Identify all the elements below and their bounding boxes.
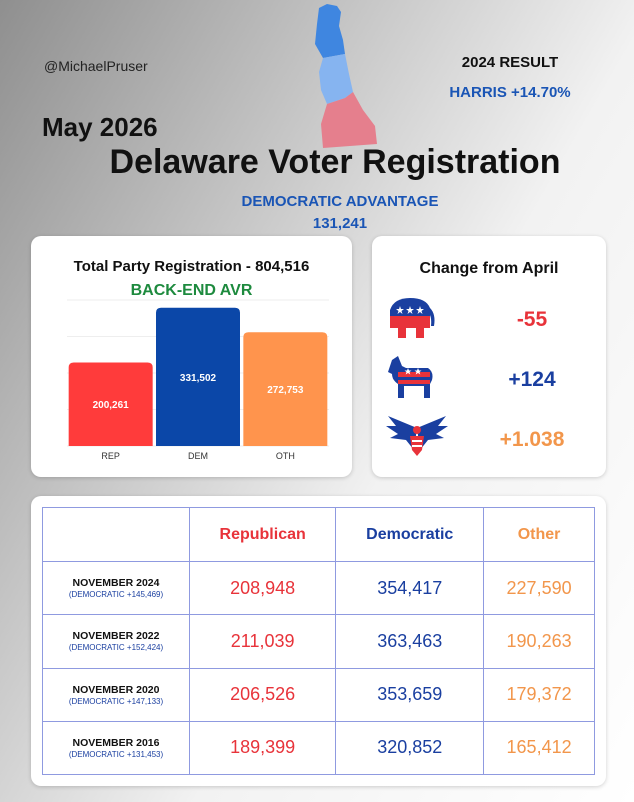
delaware-map-icon [305, 2, 385, 152]
header-democratic: Democratic [336, 508, 484, 562]
cell-democratic: 320,852 [336, 721, 484, 774]
change-value-other: +1.038 [499, 428, 565, 451]
registration-chart-card [31, 236, 352, 477]
change-card [372, 236, 606, 477]
category-tick-label: DEM [188, 451, 208, 461]
row-advantage: (DEMOCRATIC +131,453) [68, 749, 164, 759]
cell-republican: 206,526 [190, 668, 336, 721]
republican-elephant-icon [384, 294, 436, 342]
row-label-cell [43, 668, 190, 721]
row-label: NOVEMBER 2020 [72, 683, 160, 696]
bar-value-label: 200,261 [92, 400, 129, 412]
table-row [43, 668, 595, 721]
category-tick-label: OTH [275, 451, 295, 461]
result-label: 2024 RESULT [461, 54, 559, 71]
bar-chart [31, 236, 352, 477]
cell-democratic: 353,659 [336, 668, 484, 721]
result-value: HARRIS +14.70% [449, 84, 571, 101]
row-advantage: (DEMOCRATIC +147,133) [68, 696, 164, 706]
header-other: Other [484, 508, 595, 562]
change-row-republican [372, 294, 606, 354]
advantage-label: DEMOCRATIC ADVANTAGE [241, 193, 439, 210]
author-handle: @MichaelPruser [44, 58, 148, 74]
cell-republican: 189,399 [190, 721, 336, 774]
cell-other: 227,590 [484, 562, 595, 615]
cell-other: 165,412 [484, 721, 595, 774]
row-label-cell [43, 721, 190, 774]
row-label: NOVEMBER 2022 [72, 630, 160, 643]
bar-value-label: 331,502 [179, 372, 217, 384]
row-label: NOVEMBER 2016 [72, 736, 160, 749]
change-value-democratic: +124 [508, 368, 556, 391]
change-title: Change from April [419, 260, 559, 277]
democratic-donkey-icon [384, 354, 436, 402]
cell-democratic: 363,463 [336, 615, 484, 668]
chart-title: Total Party Registration - 804,516 [73, 258, 310, 275]
history-table-card [31, 496, 606, 786]
table-row [43, 721, 595, 774]
cell-democratic: 354,417 [336, 562, 484, 615]
row-advantage: (DEMOCRATIC +145,469) [68, 590, 164, 600]
cell-other: 190,263 [484, 615, 595, 668]
report-month: May 2026 [42, 112, 158, 142]
change-row-democratic [372, 354, 606, 414]
change-row-other [372, 414, 606, 474]
advantage-value: 131,241 [312, 215, 368, 232]
row-label-cell [43, 562, 190, 615]
row-advantage: (DEMOCRATIC +152,424) [68, 643, 164, 653]
header-republican: Republican [190, 508, 336, 562]
table-corner-cell [43, 508, 190, 562]
table-row [43, 615, 595, 668]
page-title: Delaware Voter Registration [109, 143, 561, 181]
table-row [43, 562, 595, 615]
row-label-cell [43, 615, 190, 668]
bar-value-label: 272,753 [267, 385, 304, 397]
history-table [42, 507, 595, 775]
eagle-icon [384, 414, 450, 462]
cell-republican: 208,948 [190, 562, 336, 615]
cell-other: 179,372 [484, 668, 595, 721]
table-header-row [43, 508, 595, 562]
category-tick-label: REP [101, 451, 120, 461]
row-label: NOVEMBER 2024 [72, 577, 160, 590]
cell-republican: 211,039 [190, 615, 336, 668]
chart-subtitle: BACK-END AVR [130, 282, 253, 299]
change-value-republican: -55 [516, 308, 548, 331]
